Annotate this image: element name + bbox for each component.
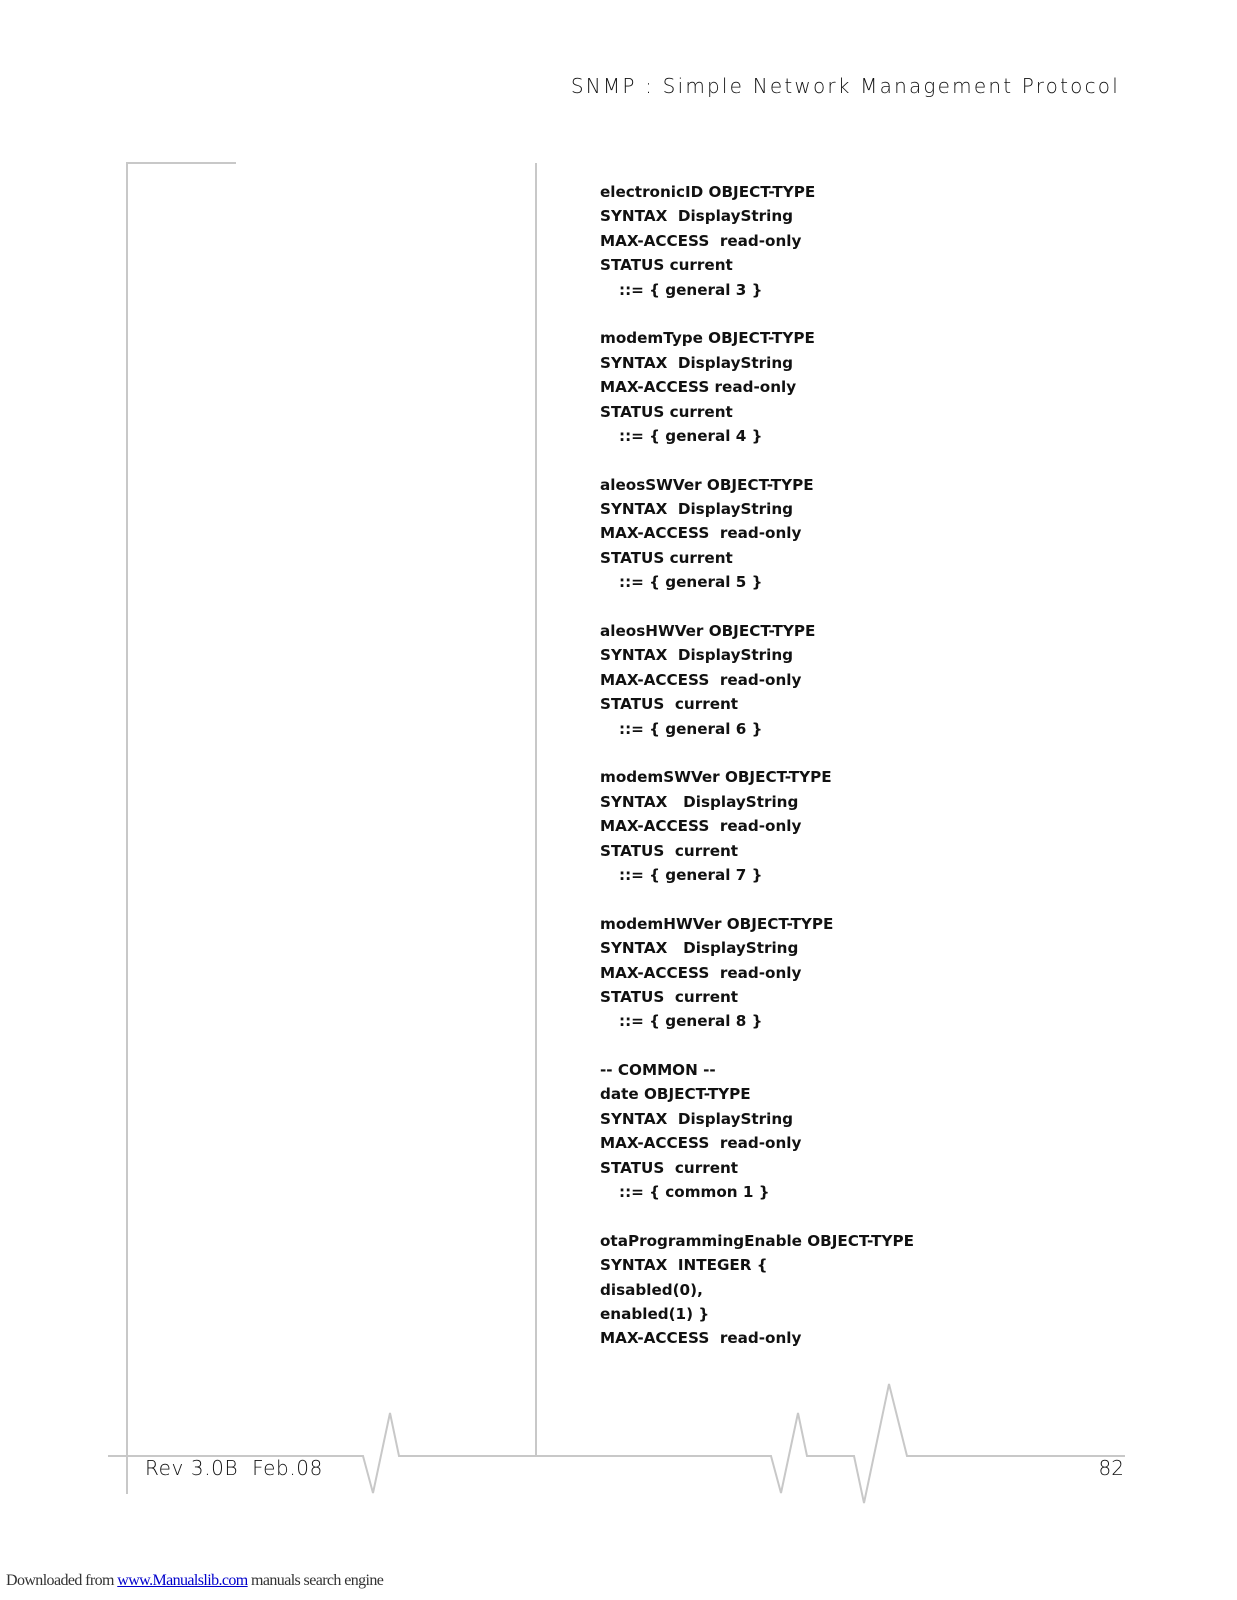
page-number: 82 [1098, 1456, 1124, 1480]
download-prefix: Downloaded from [6, 1572, 118, 1589]
mib-line: modemType OBJECT-TYPE [600, 329, 815, 348]
mib-line: MAX-ACCESS read-only [600, 231, 802, 250]
mib-oid-assignment: ::= { general 7 } [619, 865, 763, 884]
mib-line: SYNTAX DisplayString [600, 353, 794, 372]
mib-line: SYNTAX DisplayString [600, 207, 794, 226]
mib-oid-assignment: ::= { general 4 } [619, 426, 763, 445]
mib-object-block [600, 326, 1120, 448]
mib-line: SYNTAX INTEGER { [600, 1256, 768, 1275]
mib-line: electronicID OBJECT-TYPE [600, 183, 816, 201]
mib-line: date OBJECT-TYPE [600, 1085, 751, 1104]
mib-line: MAX-ACCESS read-only [600, 378, 797, 397]
mib-line: MAX-ACCESS read-only [600, 524, 802, 543]
mib-object-block [600, 180, 1120, 302]
mib-line: MAX-ACCESS read-only [600, 1134, 802, 1153]
mib-line: enabled(1) } [600, 1304, 710, 1323]
mib-oid-assignment: ::= { general 8 } [619, 1012, 763, 1031]
mib-object-block [600, 619, 1120, 741]
mib-line: MAX-ACCESS read-only [600, 670, 802, 689]
mib-line: -- COMMON -- [600, 1061, 716, 1080]
page-header-title: SNMP : Simple Network Management Protocol [570, 74, 1120, 98]
mib-line: SYNTAX DisplayString [600, 500, 794, 519]
mib-line: SYNTAX DisplayString [600, 646, 794, 665]
mib-object-block [600, 1058, 1120, 1204]
mib-line: STATUS current [600, 987, 739, 1006]
mib-object-block [600, 1229, 1120, 1351]
mib-line: modemSWVer OBJECT-TYPE [600, 768, 832, 787]
mib-line: STATUS current [600, 402, 733, 421]
mib-object-block [600, 473, 1120, 595]
mib-line: SYNTAX DisplayString [600, 792, 799, 811]
mib-line: SYNTAX DisplayString [600, 939, 799, 958]
download-attribution [6, 1572, 383, 1590]
mib-line: MAX-ACCESS read-only [600, 963, 802, 982]
mib-oid-assignment: ::= { general 5 } [619, 573, 763, 592]
mib-oid-assignment: ::= { common 1 } [619, 1183, 770, 1202]
mib-line: modemHWVer OBJECT-TYPE [600, 914, 834, 933]
mib-line: disabled(0), [600, 1280, 703, 1299]
footer-pulse-line [108, 1384, 1125, 1503]
mib-object-block [600, 765, 1120, 887]
mib-line: STATUS current [600, 1158, 739, 1177]
mib-line: otaProgrammingEnable OBJECT-TYPE [600, 1231, 914, 1250]
mib-line: STATUS current [600, 841, 739, 860]
mib-line: STATUS current [600, 256, 733, 275]
footer-revision: Rev 3.0B Feb.08 [145, 1456, 323, 1480]
mib-line: MAX-ACCESS read-only [600, 1329, 802, 1348]
manualslib-link[interactable]: www.Manualslib.com [117, 1572, 248, 1589]
mib-line: aleosSWVer OBJECT-TYPE [600, 475, 814, 494]
mib-definitions [600, 180, 1120, 1375]
mib-line: STATUS current [600, 695, 739, 714]
mib-oid-assignment: ::= { general 3 } [619, 280, 763, 299]
mib-oid-assignment: ::= { general 6 } [619, 719, 763, 738]
mib-line: STATUS current [600, 548, 733, 567]
download-suffix: manuals search engine [247, 1572, 384, 1589]
mib-line: MAX-ACCESS read-only [600, 817, 802, 836]
mib-line: aleosHWVer OBJECT-TYPE [600, 622, 816, 641]
mib-object-block [600, 912, 1120, 1034]
mib-line: SYNTAX DisplayString [600, 1109, 794, 1128]
